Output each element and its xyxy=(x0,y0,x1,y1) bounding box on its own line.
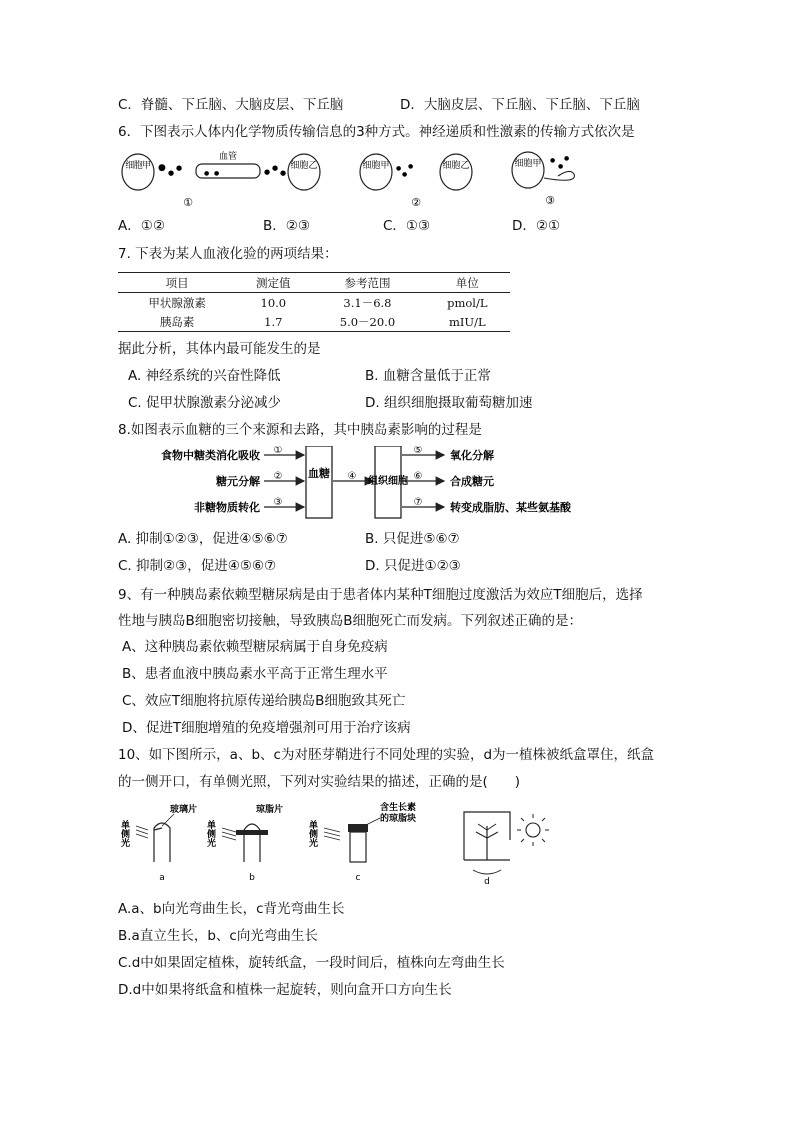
q10-agar-sheet xyxy=(236,830,268,835)
q8-output-2: 合成糖元 xyxy=(450,475,494,488)
svg-text:⑤: ⑤ xyxy=(413,446,423,456)
q6-cell-a-1-top: 细胞甲 xyxy=(125,161,151,171)
svg-text:①: ① xyxy=(273,446,283,456)
table-header: 项目 xyxy=(165,275,189,290)
q7-option-b: B. 血糖含量低于正常 xyxy=(365,368,491,384)
q6-label-2: ② xyxy=(411,196,421,209)
q10-option-b: B.a直立生长，b、c向光弯曲生长 xyxy=(118,928,318,944)
q6-stem: 6．下图表示人体内化学物质传输信息的3种方式。神经递质和性激素的传输方式依次是 xyxy=(118,124,635,140)
q6-option-b: B．②③ xyxy=(263,218,310,234)
q6-option-c: C．①③ xyxy=(383,218,431,234)
table-row xyxy=(118,312,510,332)
svg-text:●: ● xyxy=(214,170,220,177)
table-cell: 甲状腺激素 xyxy=(148,295,206,310)
svg-text:③: ③ xyxy=(273,497,283,508)
svg-text:细胞甲: 细胞甲 xyxy=(362,161,390,171)
q5-option-d: D．大脑皮层、下丘脑、下丘脑、下丘脑 xyxy=(400,97,640,113)
svg-text:●: ● xyxy=(280,169,287,177)
svg-text:d: d xyxy=(484,877,490,887)
q9-option-c: C、效应T细胞将抗原传递给胰岛B细胞致其死亡 xyxy=(122,693,406,709)
table-header: 参考范围 xyxy=(344,275,391,290)
q8-source-3: 非糖物质转化 xyxy=(194,501,260,514)
svg-text:②: ② xyxy=(273,471,283,482)
q6-option-d: D．②① xyxy=(512,218,561,234)
svg-text:●: ● xyxy=(204,170,210,177)
q10-option-a: A.a、b向光弯曲生长，c背光弯曲生长 xyxy=(118,901,345,917)
q6-cell-a-2 xyxy=(360,154,392,190)
q7-option-c: C. 促甲状腺激素分泌减少 xyxy=(128,395,282,411)
q6-label-1: ① xyxy=(183,196,193,209)
q6-cell-b-2 xyxy=(440,154,472,190)
svg-text:●: ● xyxy=(168,169,175,177)
q9-stem-line2: 性地与胰岛B细胞密切接触，导致胰岛B细胞死亡而发病。下列叙述正确的是： xyxy=(118,613,583,629)
svg-text:⑦: ⑦ xyxy=(413,497,423,508)
svg-text:●: ● xyxy=(558,163,564,170)
q6-figure xyxy=(118,148,598,212)
svg-text:●: ● xyxy=(408,163,414,170)
q10-option-d: D.d中如果将纸盒和植株一起旋转，则向盒开口方向生长 xyxy=(118,982,452,998)
svg-text:●: ● xyxy=(264,168,271,176)
svg-text:b: b xyxy=(249,873,255,883)
svg-text:c: c xyxy=(355,873,361,883)
q8-source-1: 食物中糖类消化吸收 xyxy=(161,449,260,462)
q8-option-a: A. 抑制①②③，促进④⑤⑥⑦ xyxy=(118,531,288,547)
svg-text:血糖: 血糖 xyxy=(308,467,330,480)
table-cell: 1.7 xyxy=(264,314,283,329)
q8-option-c: C. 抑制②③，促进④⑤⑥⑦ xyxy=(118,558,277,574)
q8-blood-sugar-box xyxy=(306,446,332,518)
q8-output-3: 转变成脂肪、某些氨基酸 xyxy=(450,501,571,514)
q8-output-1: 氧化分解 xyxy=(450,449,494,462)
svg-text:●: ● xyxy=(158,163,166,173)
q6-cell-a-1 xyxy=(122,154,154,190)
q9-option-a: A、这种胰岛素依赖型糖尿病属于自身免疫病 xyxy=(122,639,388,655)
q7-option-a: A. 神经系统的兴奋性降低 xyxy=(128,368,281,384)
q5-option-c: C．脊髓、下丘脑、大脑皮层、下丘脑 xyxy=(118,97,344,113)
table-cell: mIU/L xyxy=(448,314,486,329)
q10-light-a: 单侧光 xyxy=(119,820,129,847)
q8-source-2: 糖元分解 xyxy=(216,475,260,488)
svg-text:a: a xyxy=(159,873,165,883)
q6-cell-b-1 xyxy=(288,154,320,190)
table-header: 测定值 xyxy=(256,275,291,290)
svg-text:细胞甲: 细胞甲 xyxy=(514,159,542,169)
q10-auxin-label-2: 的琼脂块 xyxy=(380,814,417,824)
svg-text:●: ● xyxy=(272,164,279,172)
q7-option-d: D. 组织细胞摄取葡萄糖加速 xyxy=(365,395,533,411)
q7-prompt: 据此分析，其体内最可能发生的是 xyxy=(118,341,321,357)
svg-text:●: ● xyxy=(396,165,402,172)
q9-option-b: B、患者血液中胰岛素水平高于正常生理水平 xyxy=(122,666,388,682)
q10-stem-line2: 的一侧开口，有单侧光照，下列对实验结果的描述，正确的是( ) xyxy=(118,774,521,790)
table-header-row xyxy=(118,273,510,293)
svg-text:●: ● xyxy=(402,171,408,178)
table-cell: 10.0 xyxy=(260,295,287,310)
table-cell: 5.0－20.0 xyxy=(339,314,396,329)
q10-agar-label: 琼脂片 xyxy=(256,805,284,815)
svg-text:●: ● xyxy=(176,164,183,172)
svg-text:组织细胞: 组织细胞 xyxy=(368,476,408,487)
table-cell: pmol/L xyxy=(447,295,488,310)
q6-cell-a-3 xyxy=(512,152,544,188)
svg-text:●: ● xyxy=(564,155,570,162)
q10-figure xyxy=(118,800,558,892)
q7-stem: 7. 下表为某人血液化验的两项结果： xyxy=(118,246,338,262)
q9-stem-line1: 9、有一种胰岛素依赖型糖尿病是由于患者体内某种T细胞过度激活为效应T细胞后，选择 xyxy=(118,587,643,603)
q8-figure xyxy=(118,446,618,524)
q10-stem-line1: 10、如下图所示，a、b、c为对胚芽鞘进行不同处理的实验，d为一植株被纸盒罩住，纸盒 xyxy=(118,747,655,763)
q10-auxin-label-1: 含生长素 xyxy=(380,803,417,813)
q8-stem: 8.如图表示血糖的三个来源和去路，其中胰岛素影响的过程是 xyxy=(118,422,482,438)
q8-option-d: D. 只促进①②③ xyxy=(365,558,461,574)
q6-label-3: ③ xyxy=(545,194,555,207)
svg-text:④: ④ xyxy=(347,471,357,482)
q6-option-a: A．①② xyxy=(118,218,165,234)
q10-glass-label: 玻璃片 xyxy=(170,805,198,815)
q10-option-c: C.d中如果固定植株，旋转纸盒，一段时间后，植株向左弯曲生长 xyxy=(118,955,505,971)
svg-text:细胞乙: 细胞乙 xyxy=(290,161,318,171)
svg-text:⑥: ⑥ xyxy=(413,471,423,482)
sun-icon xyxy=(526,823,540,837)
q6-vessel-label: 血管 xyxy=(218,152,238,162)
table-cell: 3.1－6.8 xyxy=(343,295,392,310)
table-row xyxy=(118,293,510,313)
q8-option-b: B. 只促进⑤⑥⑦ xyxy=(365,531,460,547)
q10-light-b: 单侧光 xyxy=(205,820,215,847)
svg-text:细胞乙: 细胞乙 xyxy=(442,161,470,171)
q7-blood-test-table xyxy=(118,272,510,332)
q10-light-c: 单侧光 xyxy=(307,820,317,847)
q10-auxin-agar-block xyxy=(348,824,368,832)
table-header: 单位 xyxy=(455,275,479,290)
table-cell: 胰岛素 xyxy=(159,314,195,329)
svg-text:●: ● xyxy=(550,157,556,164)
q9-option-d: D、促进T细胞增殖的免疫增强剂可用于治疗该病 xyxy=(122,720,411,736)
